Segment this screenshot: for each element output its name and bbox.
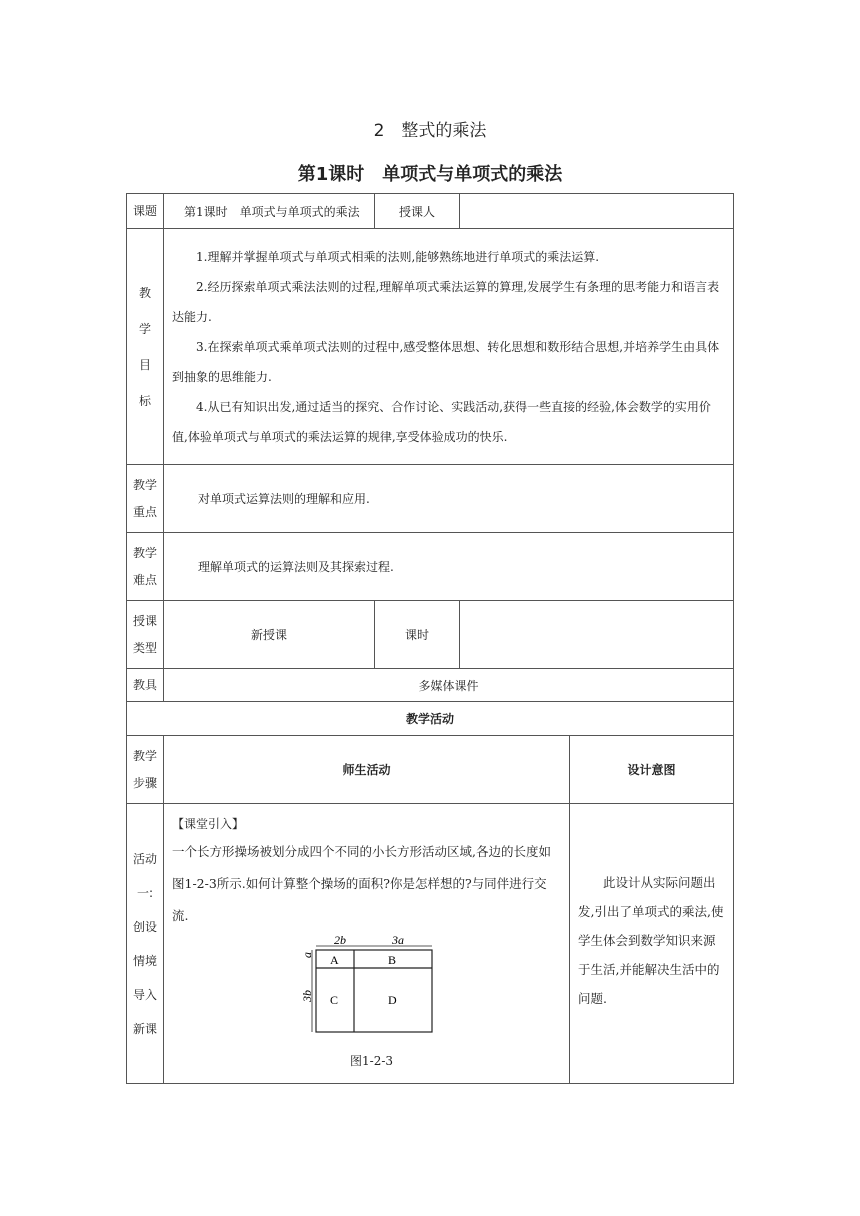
- goal-item: 4.从已有知识出发,通过适当的探究、合作讨论、实践活动,获得一些直接的经验,体会数学的实用价值,体验单项式与单项式的乘法运算的规律,享受体验成功的快乐.: [172, 399, 711, 444]
- activity1-heading: 【课堂引入】: [172, 817, 245, 831]
- period-value: [460, 601, 734, 669]
- activity1-content: [164, 804, 570, 1084]
- cell-C: C: [330, 993, 339, 1007]
- steps-label: 教学 步骤: [127, 736, 164, 804]
- goal-item: 3.在探索单项式乘单项式法则的过程中,感受整体思想、转化思想和数形结合思想,并培养学生由具体到抽象的思维能力.: [172, 339, 720, 384]
- field-figure: [300, 933, 434, 1038]
- goal-item: 2.经历探索单项式乘法法则的过程,理解单项式乘法运算的算理,发展学生有条理的思考能力和语言表达能力.: [172, 279, 720, 324]
- tools-label: 教具: [127, 669, 164, 702]
- key-value: 对单项式运算法则的理解和应用.: [164, 465, 734, 533]
- cell-D: D: [388, 993, 397, 1007]
- tools-value: 多媒体课件: [164, 669, 734, 702]
- key-label: 教学 重点: [127, 465, 164, 533]
- goal-item: 1.理解并掌握单项式与单项式相乘的法则,能够熟练地进行单项式的乘法运算.: [196, 249, 600, 264]
- keti-label: 课题: [127, 194, 164, 229]
- lesson-title: 第1课时 单项式与单项式的乘法: [297, 164, 563, 185]
- col-activity: 师生活动: [164, 736, 570, 804]
- activity1-intent: 此设计从实际问题出发,引出了单项式的乘法,使学生体会到数学知识来源于生活,并能解决生活中的问题.: [570, 804, 734, 1084]
- activity-header: 教学活动: [127, 702, 734, 736]
- cell-B: B: [388, 953, 397, 967]
- section-title: 2 整式的乘法: [373, 121, 487, 141]
- teacher-label: 授课人: [375, 194, 460, 229]
- label-a: a: [300, 952, 314, 958]
- teacher-value: [460, 194, 734, 229]
- goals-label: 教 学 目 标: [127, 229, 164, 465]
- type-value: 新授课: [164, 601, 375, 669]
- type-label: 授课 类型: [127, 601, 164, 669]
- cell-A: A: [330, 953, 339, 967]
- keti-value: 第1课时 单项式与单项式的乘法: [164, 194, 375, 229]
- activity1-text: 一个长方形操场被划分成四个不同的小长方形活动区域,各边的长度如图1-2-3所示.如何计算整个操场的面积?你是怎样想的?与同伴进行交流.: [172, 844, 551, 923]
- activity1-label: 活动 一: 创设 情境 导入 新课: [127, 804, 164, 1084]
- col-intent: 设计意图: [570, 736, 734, 804]
- label-3a: 3a: [392, 933, 404, 947]
- lesson-plan-table: [126, 193, 734, 1084]
- label-3b: 3b: [300, 990, 314, 1002]
- label-2b: 2b: [334, 933, 346, 947]
- difficulty-value: 理解单项式的运算法则及其探索过程.: [164, 533, 734, 601]
- figure-caption: 图1-2-3: [350, 1054, 394, 1068]
- goals-content: [164, 229, 734, 465]
- difficulty-label: 教学 难点: [127, 533, 164, 601]
- period-label: 课时: [375, 601, 460, 669]
